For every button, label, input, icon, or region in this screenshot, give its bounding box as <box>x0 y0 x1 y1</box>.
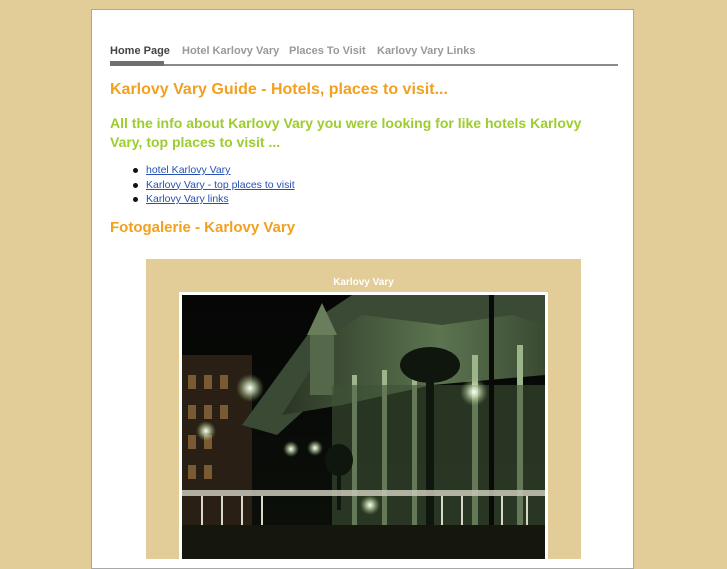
page-container <box>91 9 634 569</box>
link-top-places-to-visit[interactable]: Karlovy Vary - top places to visit <box>146 178 295 191</box>
list-item <box>146 179 295 194</box>
link-karlovy-vary-links[interactable]: Karlovy Vary links <box>146 193 229 205</box>
list-item <box>146 193 295 208</box>
bullet-icon <box>133 197 138 202</box>
top-navigation <box>110 44 618 66</box>
photo-gallery <box>146 259 581 559</box>
colonnade-night-photo <box>182 295 545 559</box>
bullet-icon <box>133 168 138 173</box>
intro-text: All the info about Karlovy Vary you were looking for like hotels Karlovy Vary, top places to visit ... <box>110 115 582 150</box>
photo-caption: Karlovy Vary <box>333 277 394 288</box>
quick-links-list <box>110 164 295 208</box>
gallery-title: Fotogalerie - Karlovy Vary <box>110 219 296 236</box>
link-hotel-karlovy-vary[interactable]: hotel Karlovy Vary <box>146 164 231 176</box>
nav-hotel-karlovy-vary[interactable]: Hotel Karlovy Vary <box>182 45 280 57</box>
nav-home-page[interactable]: Home Page <box>110 45 170 57</box>
page-title: Karlovy Vary Guide - Hotels, places to visit... <box>110 81 448 98</box>
list-item <box>146 164 295 179</box>
nav-places-to-visit[interactable]: Places To Visit <box>289 45 366 57</box>
photo-frame[interactable] <box>179 292 548 562</box>
active-tab-indicator <box>110 61 164 66</box>
nav-karlovy-vary-links[interactable]: Karlovy Vary Links <box>377 45 476 57</box>
bullet-icon <box>133 183 138 188</box>
